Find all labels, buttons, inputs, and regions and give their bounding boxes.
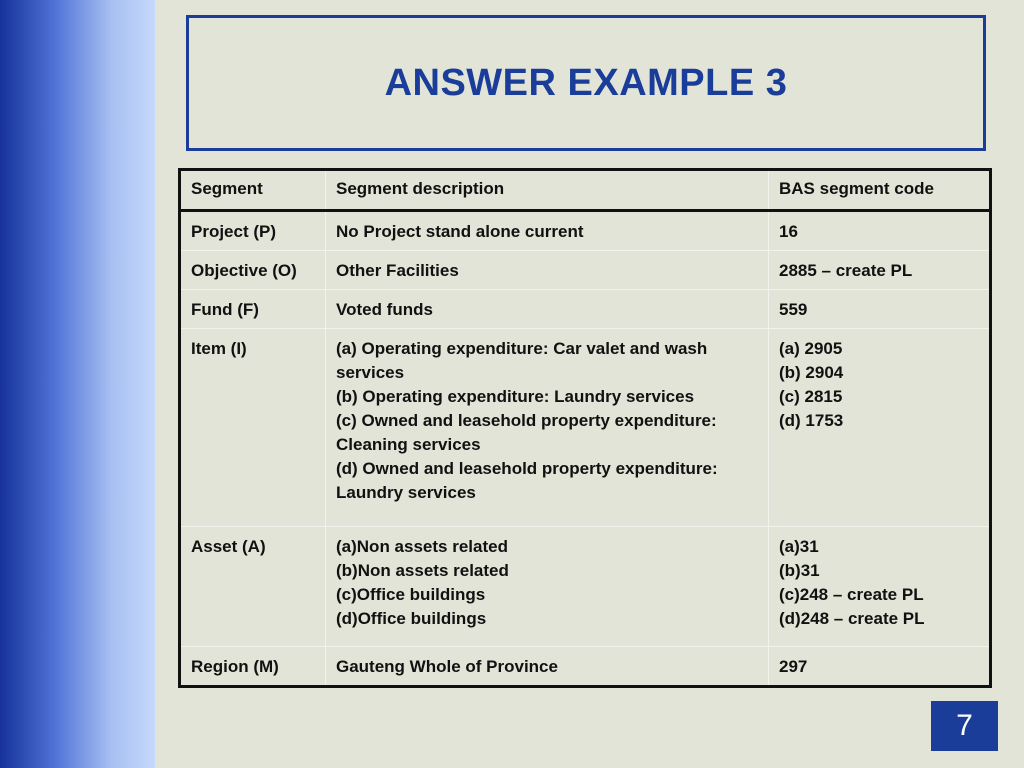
page-number: 7: [956, 709, 973, 742]
description-line: Gauteng Whole of Province: [336, 657, 558, 676]
description-line: (c) Owned and leasehold property expenditure: Cleaning services: [336, 411, 717, 454]
table-row: [180, 527, 991, 647]
description-line: (d)Office buildings: [336, 609, 487, 628]
code-line: 297: [779, 657, 808, 676]
code-line: 16: [779, 222, 798, 241]
table-header-row: [180, 170, 991, 211]
code-cell: [769, 647, 991, 687]
code-cell: [769, 290, 991, 329]
description-cell: [326, 647, 769, 687]
page-number-badge: [931, 701, 998, 751]
code-line: 2885 – create PL: [779, 261, 913, 280]
code-line: (a) 2905: [779, 339, 843, 358]
title-box: [186, 15, 986, 151]
segment-cell: Item (I): [180, 329, 326, 527]
code-cell: [769, 251, 991, 290]
description-line: (a) Operating expenditure: Car valet and wash services: [336, 339, 708, 382]
segment-cell: Objective (O): [180, 251, 326, 290]
header-segment: Segment: [180, 170, 326, 211]
description-cell: [326, 329, 769, 527]
header-bas-segment-code: BAS segment code: [769, 170, 991, 211]
description-line: (b)Non assets related: [336, 561, 509, 580]
description-line: Voted funds: [336, 300, 433, 319]
table-row: [180, 211, 991, 251]
code-line: (b) 2904: [779, 363, 844, 382]
segment-table: [178, 168, 992, 688]
sidebar-gradient: [0, 0, 155, 768]
code-line: 559: [779, 300, 808, 319]
description-line: (c)Office buildings: [336, 585, 486, 604]
header-segment-description: Segment description: [326, 170, 769, 211]
description-line: (d) Owned and leasehold property expenditure: Laundry services: [336, 459, 718, 502]
segment-cell: Region (M): [180, 647, 326, 687]
description-cell: [326, 211, 769, 251]
table-row: [180, 251, 991, 290]
slide-title: ANSWER EXAMPLE 3: [384, 61, 788, 104]
description-cell: [326, 251, 769, 290]
description-line: No Project stand alone current: [336, 222, 584, 241]
code-line: (c)248 – create PL: [779, 585, 924, 604]
table-row: [180, 647, 991, 687]
code-line: (b)31: [779, 561, 820, 580]
description-line: (b) Operating expenditure: Laundry services: [336, 387, 695, 406]
description-cell: [326, 527, 769, 647]
segment-cell: Project (P): [180, 211, 326, 251]
description-cell: [326, 290, 769, 329]
code-cell: [769, 527, 991, 647]
code-line: (d)248 – create PL: [779, 609, 925, 628]
code-line: (d) 1753: [779, 411, 844, 430]
code-cell: [769, 329, 991, 527]
segment-cell: Fund (F): [180, 290, 326, 329]
table-row: [180, 329, 991, 527]
segment-cell: Asset (A): [180, 527, 326, 647]
code-line: (c) 2815: [779, 387, 843, 406]
description-line: (a)Non assets related: [336, 537, 508, 556]
description-line: Other Facilities: [336, 261, 459, 280]
table-row: [180, 290, 991, 329]
code-cell: [769, 211, 991, 251]
code-line: (a)31: [779, 537, 819, 556]
